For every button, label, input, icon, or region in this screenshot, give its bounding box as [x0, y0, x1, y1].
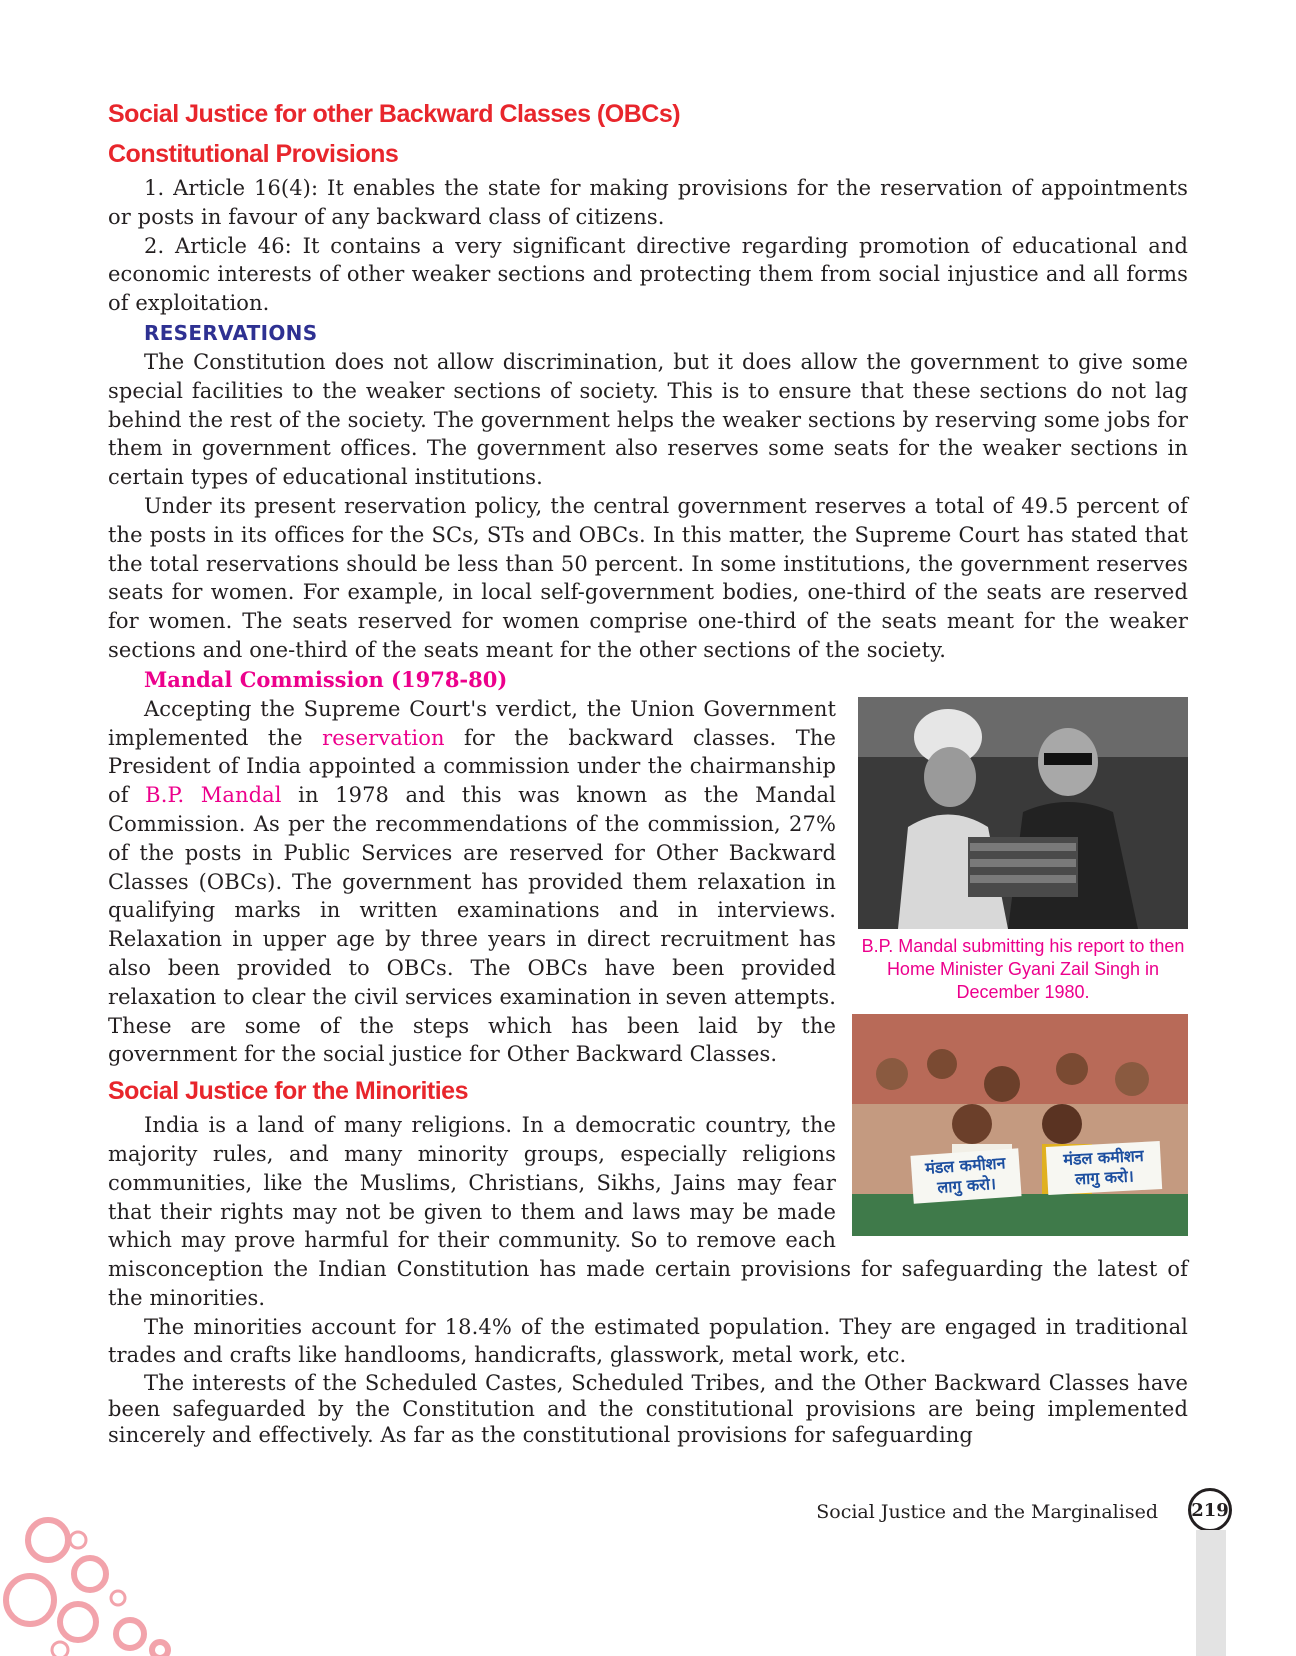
para-article-46: 2. Article 46: It contains a very significant directive regarding promotion of educational and economic interests of other weaker sections and protecting them from social injustice and all forms of exploitation.: [108, 233, 1188, 316]
mandal-text-1: Accepting the Supreme Court's verdict, the Union Government implemented the: [108, 696, 836, 750]
photo-mandal-report: [858, 697, 1188, 929]
photo-mandal-report-image: [858, 697, 1188, 929]
protest-banner-right: मंडल कमीशन लागु करो।: [1046, 1141, 1162, 1195]
caption-photo-mandal: B.P. Mandal submitting his report to then Home Minister Gyani Zail Singh in December 1980.: [861, 935, 1185, 1002]
mandal-text-2: for the backward classes. The President of India appointed a commission under the chairmanship of: [108, 725, 836, 808]
para-reservations-2: Under its present reservation policy, the central government reserves a total of 49.5 percent of the posts in its offices for the SCs, STs and OBCs. In this matter, the Supreme Court has stated that the total reservations should be less than 50 percent. In some institutions, the government reserves seats for women. For example, in local self-government bodies, one-third of the seats are reserved for women. The seats reserved for women comprise one-third of the seats meant for the weaker sections and one-third of the seats meant for the other sections of the society.: [108, 493, 1188, 662]
protest-banner-left: मंडल कमीशन लागु करो।: [910, 1148, 1021, 1203]
heading-obc: Social Justice for other Backward Classes (OBCs): [108, 100, 681, 128]
heading-mandal-commission: Mandal Commission (1978-80): [144, 666, 508, 692]
mandal-text-3: in 1978 and this was known as the Mandal Commission. As per the recommendations of the commission, 27% of the posts in Public Services are reserved for Other Backward Classes (OBCs). The government has provided them relaxation in qualifying marks in written examinations and in interviews. Relaxation in upper age by three years in direct recruitment has also been provided to OBCs. The OBCs have been provided relaxation to clear the civil services examination in seven attempts. These are some of the steps which has been laid by the government for the social justice for Other Backward Classes.: [108, 783, 836, 1067]
figure-column: [848, 695, 1188, 1236]
link-bp-mandal[interactable]: B.P. Mandal: [145, 783, 282, 808]
decorative-bubbles-icon: [0, 1510, 180, 1656]
page-content: [108, 94, 1188, 1448]
photo-protest-image: [852, 1014, 1188, 1236]
page-number: 219: [1188, 1488, 1232, 1532]
photo-protest: [852, 1014, 1188, 1236]
link-reservation[interactable]: reservation: [322, 725, 445, 750]
footer-title: Social Justice and the Marginalised: [816, 1501, 1158, 1523]
para-reservations-1: The Constitution does not allow discrimination, but it does allow the government to give some special facilities to the weaker sections of society. This is to ensure that these sections do not lag behind the rest of the society. The government helps the weaker sections by reserving some jobs for them in government offices. The government also reserves some seats for the weaker sections in certain types of educational institutions.: [108, 349, 1188, 490]
heading-constitutional-provisions: Constitutional Provisions: [108, 140, 399, 168]
para-article-16: 1. Article 16(4): It enables the state for making provisions for the reservation of appointments or posts in favour of any backward class of citizens.: [108, 176, 1188, 229]
para-minorities-1: India is a land of many religions. In a democratic country, the majority rules, and many minority groups, especially religions communities, like the Muslims, Christians, Sikhs, Jains may fear that their rights may not be given to them and laws may be made which may prove harmful for their community. So to remove each misconception the Indian Constitution has made certain provisions for safeguarding the latest of the minorities.: [108, 1113, 1188, 1310]
heading-reservations: RESERVATIONS: [144, 320, 318, 345]
para-minorities-2: The minorities account for 18.4% of the estimated population. They are engaged in traditional trades and crafts like handlooms, handicrafts, glasswork, metal work, etc.: [108, 1314, 1188, 1368]
page-tab-decoration: [1196, 1530, 1226, 1656]
para-minorities-3: The interests of the Scheduled Castes, Scheduled Tribes, and the Other Backward Classes have been safeguarded by the Constitution and the constitutional provisions are being implemented sincerely and effectively. As far as the constitutional provisions for safeguarding: [108, 1371, 1188, 1448]
heading-minorities: Social Justice for the Minorities: [108, 1077, 468, 1106]
